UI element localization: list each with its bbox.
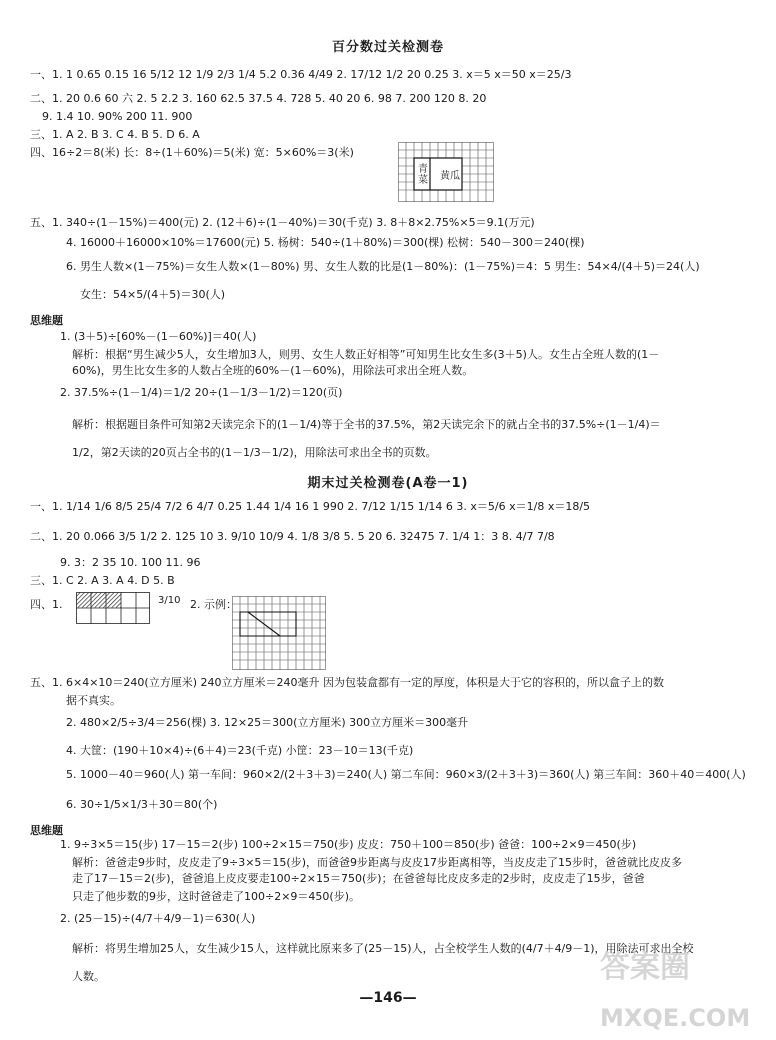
think-heading-2: 思维题 (30, 824, 63, 837)
answer-line: 一、1. 1/14 1/6 8/5 25/4 7/2 6 4/7 0.25 1.44 1/4 16 1 990 2. 7/12 1/15 1/14 6 3. x＝5/6 x＝1/8 x＝18/5 (30, 500, 591, 513)
section-title-1: 百分数过关检测卷 (331, 40, 444, 55)
answer-line: 五、1. 6×4×10＝240(立方厘米) 240立方厘米＝240毫升 因为包装盒都有一定的厚度，体积是大于它的容积的，所以盒子上的数 (30, 676, 664, 689)
think-line: 解析：根据题目条件可知第2天读完余下的(1－1/4)等于全书的37.5%，第2天读完余下的就占全书的37.5%÷(1－1/4)＝ (72, 418, 661, 431)
think-line: 解析：爸爸走9步时，皮皮走了9÷3×5＝15(步)，而爸爸9步距离与皮皮17步距离相等，当皮皮走了15步时，爸爸就比皮皮多 (72, 856, 682, 869)
answer-line: 三、1. A 2. B 3. C 4. B 5. D 6. A (30, 128, 200, 141)
answer-line: 4. 大筐：(190＋10×4)÷(6＋4)＝23(千克) 小筐：23－10＝13(千克) (66, 744, 414, 757)
answer-line: 二、1. 20 0.6 60 六 2. 5 2.2 3. 160 62.5 37.5 4. 728 5. 40 20 6. 98 7. 200 120 8. 20 (30, 92, 487, 105)
think-line: 60%)，男生比女生多的人数占全班的60%－(1－60%)，用除法可求出全班人数。 (72, 364, 474, 377)
answer-line: 4. 16000＋16000×10%＝17600(元) 5. 杨树：540÷(1＋80%)＝300(棵) 松树：540－300＝240(棵) (66, 236, 585, 249)
fraction-bar-figure (76, 592, 150, 624)
think-line: 解析：根据“男生减少5人，女生增加3人，则男、女生人数正好相等”可知男生比女生多(3＋5)人。女生占全班人数的(1－ (72, 348, 660, 361)
think-line: 只走了他步数的9步，这时爸爸走了100÷2×9＝450(步)。 (72, 890, 361, 903)
answer-line: 据不真实。 (66, 694, 121, 707)
answer-line: 三、1. C 2. A 3. A 4. D 5. B (30, 574, 175, 587)
answer-line: 女生：54×5/(4＋5)＝30(人) (80, 288, 226, 301)
page-number: —146— (359, 990, 417, 1006)
fraction-answer: 3/10 (158, 595, 181, 606)
think-line: 1. 9÷3×5＝15(步) 17－15＝2(步) 100÷2×15＝750(步) 皮皮：750＋100＝850(步) 爸爸：100÷2×9＝450(步) (60, 838, 637, 851)
answer-line: 2. 示例： (190, 598, 237, 611)
grid-label-vegetable-left: 青菜 (418, 164, 428, 186)
answer-line: 2. 480×2/5÷3/4＝256(棵) 3. 12×25＝300(立方厘米) 300立方厘米＝300毫升 (66, 716, 469, 729)
think-line: 人数。 (72, 970, 105, 983)
answer-line: 9. 1.4 10. 90% 200 11. 900 (42, 110, 193, 123)
section-title-2: 期末过关检测卷(A卷一1) (307, 476, 469, 491)
think-line: 2. 37.5%÷(1－1/4)＝1/2 20÷(1－1/3－1/2)＝120(页) (60, 386, 343, 399)
think-line: 走了17－15＝2(步)，爸爸追上皮皮要走100÷2×15＝750(步)；在爸爸每比皮皮多走的2步时，皮皮走了15步，爸爸 (72, 872, 645, 885)
answer-line: 四、16÷2＝8(米) 长：8÷(1＋60%)＝5(米) 宽：5×60%＝3(米) (30, 146, 354, 159)
think-line: 解析：将男生增加25人，女生减少15人，这样就比原来多了(25－15)人，占全校学生人数的(4/7＋4/9－1)，用除法可求出全校 (72, 942, 694, 955)
answer-line: 二、1. 20 0.066 3/5 1/2 2. 125 10 3. 9/10 10/9 4. 1/8 3/8 5. 5 20 6. 32475 7. 1/4 1：3 8. 4/7 7/8 (30, 530, 555, 543)
think-line: 2. (25－15)÷(4/7＋4/9－1)＝630(人) (60, 912, 256, 925)
grid-label-vegetable-right: 黄瓜 (440, 171, 460, 182)
watermark-logo: 答案圈 (600, 950, 690, 985)
answer-line: 6. 男生人数×(1－75%)＝女生人数×(1－80%) 男、女生人数的比是(1－80%)：(1－75%)＝4：5 男生：54×4/(4＋5)＝24(人) (66, 260, 700, 273)
answer-line: 一、1. 1 0.65 0.15 16 5/12 12 1/9 2/3 1/4 5.2 0.36 4/49 2. 17/12 1/2 20 0.25 3. x＝5 x＝50 x＝25/3 (30, 68, 572, 81)
think-heading-1: 思维题 (30, 314, 63, 327)
watermark-url: MXQE.COM (600, 1004, 751, 1032)
parallelogram-grid-figure (232, 596, 326, 670)
answer-line: 四、1. (30, 598, 63, 611)
answer-line: 5. 1000－40＝960(人) 第一车间：960×2/(2＋3＋3)＝240(人) 第二车间：960×3/(2＋3＋3)＝360(人) 第三车间：360＋40＝400(人) (66, 768, 746, 781)
think-line: 1. (3＋5)÷[60%－(1－60%)]＝40(人) (60, 330, 257, 343)
answer-line: 五、1. 340÷(1－15%)＝400(元) 2. (12＋6)÷(1－40%)＝30(千克) 3. 8＋8×2.75%×5＝9.1(万元) (30, 216, 535, 229)
think-line: 1/2，第2天读的20页占全书的(1－1/3－1/2)，用除法可求出全书的页数。 (72, 446, 437, 459)
answer-line: 9. 3：2 35 10. 100 11. 96 (60, 556, 201, 569)
answer-line: 6. 30÷1/5×1/3＋30＝80(个) (66, 798, 218, 811)
